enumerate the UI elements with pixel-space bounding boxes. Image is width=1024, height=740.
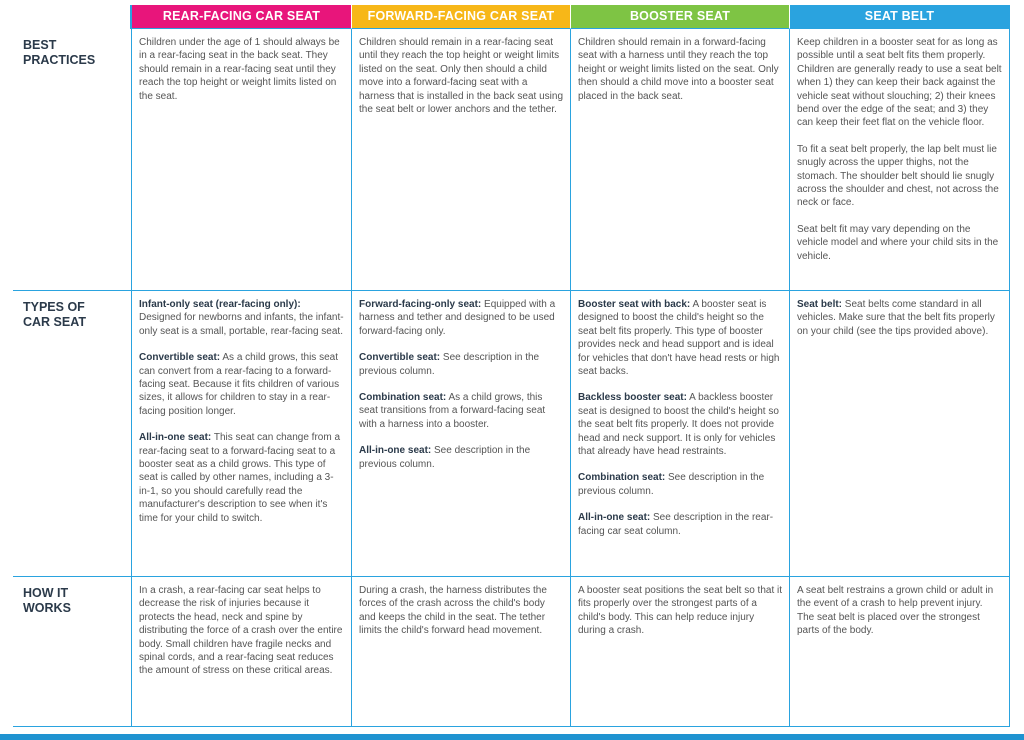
table-corner	[13, 5, 131, 29]
seat-type-desc: Seat belts come standard in all vehicles. Make sure that the belt fits properly on your child (see the tips provided above).	[797, 299, 995, 337]
seat-type-term: Forward-facing-only seat:	[359, 299, 482, 310]
seat-type-entry	[359, 391, 563, 431]
how-booster-cell	[570, 577, 789, 727]
best-booster-cell	[570, 29, 789, 291]
seat-type-term: Combination seat:	[578, 472, 666, 484]
header-forward-facing: FORWARD-FACING CAR SEAT	[351, 5, 570, 29]
row-label-types-of-car-seat	[13, 291, 131, 577]
seat-type-term: Convertible seat:	[139, 352, 221, 364]
best-belt-text: Keep children in a booster seat for as long as possible until a seat belt fits them properly. Children are generally ready to use a seat belt when 1) they can keep their back against the vehicle seat without slouching; 2) their knees bend over the edge of the seat; and 3) they can keep their feet flat on the vehicle floor.	[797, 37, 1002, 129]
seat-type-term: Booster seat with back:	[578, 299, 691, 310]
how-rear-text: In a crash, a rear-facing car seat helps to decrease the risk of injuries because it protects the head, neck and spine by distributing the force of a crash over the entire body. Small children have fragile necks and spinal cords, and a rear-facing seat reduces the amount of stress on these critical areas.	[139, 585, 343, 677]
seat-type-entry	[139, 298, 344, 338]
how-belt-cell	[789, 577, 1009, 727]
types-rear-cell	[131, 291, 351, 577]
header-seat-belt: SEAT BELT	[789, 5, 1009, 29]
seat-type-entry	[139, 351, 344, 418]
seat-type-entry	[797, 298, 1002, 338]
seat-type-term: Backless booster seat:	[578, 392, 687, 404]
bottom-accent-bar	[0, 734, 1024, 740]
how-booster-text: A booster seat positions the seat belt so that it fits properly over the strongest parts of a child's body. This can help reduce injury during a crash.	[578, 585, 783, 637]
seat-type-entry	[578, 511, 782, 538]
seat-type-desc: This seat can change from a rear-facing seat to a forward-facing seat to a booster seat as a child grows. This type of seat is called by other names, including a 3-in-1, so you should carefully read the manufacturer's description to see when it's time for your child to switch.	[139, 432, 341, 524]
row-label-line: HOW IT	[23, 586, 69, 600]
seat-type-entry	[578, 298, 782, 378]
seat-type-desc: Designed for newborns and infants, the infant-only seat is a small, portable, rear-facing seat.	[139, 312, 344, 337]
seat-type-desc: A booster seat is designed to boost the child's height so the seat belt fits properly. This type of booster provides neck and head support and is ideal for vehicles that don't have head rests or high seat backs.	[578, 299, 780, 378]
header-rear-facing: REAR-FACING CAR SEAT	[131, 5, 351, 29]
best-belt-text: Seat belt fit may vary depending on the vehicle model and where your child sits in the vehicle.	[797, 223, 999, 262]
row-label-line: WORKS	[23, 601, 71, 615]
seat-type-desc: See description in the previous column.	[359, 352, 540, 377]
best-booster-text: Children should remain in a forward-facing seat with a harness until they reach the top height or weight limits listed on the seat. Only then should a child move into a booster seat placed in the back seat.	[578, 37, 779, 102]
seat-type-entry	[139, 431, 344, 525]
row-label-line: TYPES OF	[23, 300, 85, 314]
best-rear-text: Children under the age of 1 should always be in a rear-facing seat in the back seat. They should remain in a rear-facing seat until they reach the top height or weight limits listed on the seat.	[139, 37, 340, 102]
seat-type-entry	[578, 471, 782, 498]
best-belt-text: To fit a seat belt properly, the lap belt must lie snugly across the upper thighs, not the stomach. The shoulder belt should lie snugly across the shoulder and chest, not across the neck or face.	[797, 143, 999, 209]
types-booster-cell	[570, 291, 789, 577]
seat-type-entry	[359, 444, 563, 471]
seat-type-desc: See description in the rear-facing car seat column.	[578, 512, 774, 537]
row-label-line: BEST	[23, 38, 57, 52]
best-rear-cell	[131, 29, 351, 291]
seat-type-term: All-in-one seat:	[578, 512, 651, 524]
seat-type-term: All-in-one seat:	[139, 432, 212, 444]
seat-type-desc: As a child grows, this seat can convert from a rear-facing to a forward-facing seat. Because it fits children of various sizes, it allows for children to stay in a rear-facing position longer.	[139, 352, 340, 417]
seat-type-desc: See description in the previous column.	[578, 472, 765, 497]
seat-type-term: Combination seat:	[359, 392, 447, 404]
row-label-how-it-works	[13, 577, 131, 727]
seat-type-term: Seat belt:	[797, 299, 843, 310]
seat-type-entry	[578, 391, 782, 458]
seat-type-term: Infant-only seat (rear-facing only):	[139, 299, 301, 310]
seat-type-desc: Equipped with a harness and tether and designed to be used forward-facing only.	[359, 299, 556, 337]
row-label-line: CAR SEAT	[23, 315, 86, 329]
seat-type-desc: As a child grows, this seat transitions from a forward-facing seat with a harness into a booster.	[359, 392, 546, 430]
best-forward-cell	[351, 29, 570, 291]
how-belt-text: A seat belt restrains a grown child or adult in the event of a crash to help prevent injury. The seat belt is placed over the strongest parts of the body.	[797, 585, 994, 637]
how-forward-text: During a crash, the harness distributes the forces of the crash across the child's body and keeps the child in the seat. The tether limits the child's forward head movement.	[359, 585, 547, 637]
row-label-best-practices	[13, 29, 131, 291]
types-belt-cell	[789, 291, 1009, 577]
seat-type-desc: See description in the previous column.	[359, 445, 531, 470]
seat-type-entry	[359, 351, 563, 378]
seat-type-entry	[359, 298, 563, 338]
header-booster-seat: BOOSTER SEAT	[570, 5, 789, 29]
how-rear-cell	[131, 577, 351, 727]
best-belt-cell	[789, 29, 1009, 291]
best-forward-text: Children should remain in a rear-facing seat until they reach the top height or weight limits listed on the seat. Only then should a child move into a forward-facing seat with a harness that is installed in the back seat using the seat belt or lower anchors and the tether.	[359, 37, 564, 116]
seat-type-term: Convertible seat:	[359, 352, 441, 364]
row-label-line: PRACTICES	[23, 53, 96, 67]
types-forward-cell	[351, 291, 570, 577]
seat-type-desc: A backless booster seat is designed to boost the child's height so the seat belt fits properly. It does not provide head and neck support. It is only for vehicles that already have head restraints.	[578, 392, 779, 458]
car-seat-comparison-table	[13, 5, 1010, 727]
seat-type-term: All-in-one seat:	[359, 445, 432, 457]
how-forward-cell	[351, 577, 570, 727]
